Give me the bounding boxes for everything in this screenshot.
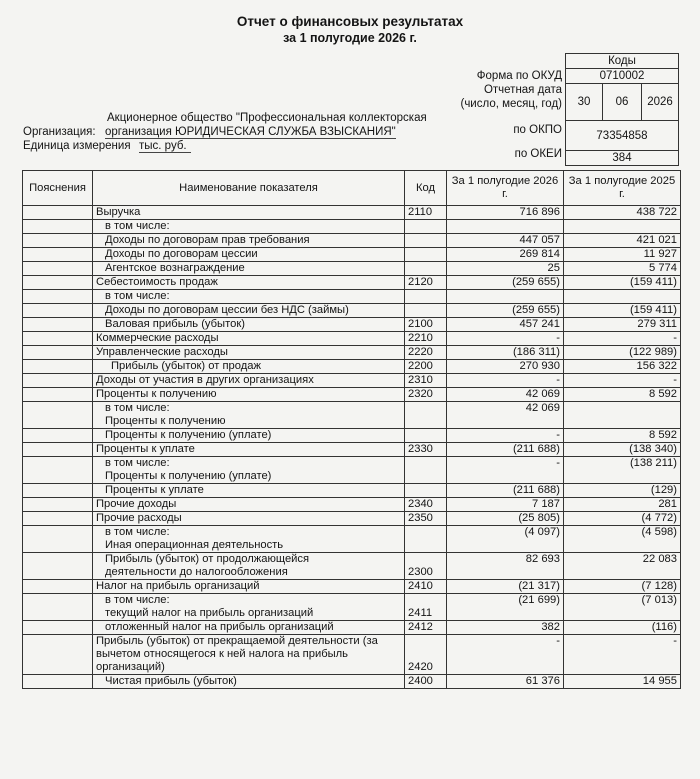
- notes-cell: [23, 553, 93, 580]
- table-row: [23, 580, 681, 594]
- table-row: [23, 675, 681, 689]
- row-code: [405, 457, 447, 484]
- indicator-name: Доходы по договорам прав требования: [93, 234, 405, 248]
- row-code: 2100: [405, 318, 447, 332]
- indicator-name: Чистая прибыль (убыток): [93, 675, 405, 689]
- value-2025: 8 592: [564, 388, 681, 402]
- row-code: 2350: [405, 512, 447, 526]
- notes-cell: [23, 304, 93, 318]
- indicator-name: Проценты к уплате: [93, 443, 405, 457]
- value-2026: (211 688): [447, 484, 564, 498]
- notes-cell: [23, 526, 93, 553]
- table-row: [23, 332, 681, 346]
- table-row: [23, 388, 681, 402]
- value-2025: 438 722: [564, 206, 681, 220]
- notes-cell: [23, 206, 93, 220]
- table-row: [23, 318, 681, 332]
- value-2025: (159 411): [564, 276, 681, 290]
- codes-label: Коды: [566, 54, 679, 69]
- value-2026: 447 057: [447, 234, 564, 248]
- indicator-name: Себестоимость продаж: [93, 276, 405, 290]
- row-code: 2411: [405, 594, 447, 621]
- value-2025: -: [564, 374, 681, 388]
- table-header-row: [23, 171, 681, 206]
- notes-cell: [23, 594, 93, 621]
- notes-cell: [23, 290, 93, 304]
- row-code: [405, 290, 447, 304]
- notes-cell: [23, 498, 93, 512]
- notes-cell: [23, 318, 93, 332]
- date-label-1: Отчетная дата: [483, 84, 562, 96]
- value-2026: 269 814: [447, 248, 564, 262]
- value-2025: (4 772): [564, 512, 681, 526]
- unit-value: тыс. руб.: [139, 140, 191, 153]
- value-2026: 42 069: [447, 388, 564, 402]
- okei-value: 384: [566, 151, 679, 166]
- row-code: 2210: [405, 332, 447, 346]
- value-2025: -: [564, 332, 681, 346]
- value-2025: 14 955: [564, 675, 681, 689]
- value-2026: -: [447, 374, 564, 388]
- date-label-2: (число, месяц, год): [460, 98, 562, 110]
- notes-cell: [23, 621, 93, 635]
- date-year: 2026: [642, 84, 679, 121]
- notes-cell: [23, 635, 93, 675]
- notes-cell: [23, 429, 93, 443]
- notes-cell: [23, 374, 93, 388]
- col-2025: За 1 полугодие 2025 г.: [564, 171, 681, 206]
- value-2026: 270 930: [447, 360, 564, 374]
- notes-cell: [23, 484, 93, 498]
- value-2025: [564, 220, 681, 234]
- value-2026: -: [447, 635, 564, 675]
- indicator-name: Проценты к уплате: [93, 484, 405, 498]
- col-notes: Пояснения: [23, 171, 93, 206]
- table-row: [23, 290, 681, 304]
- table-row: [23, 234, 681, 248]
- value-2026: -: [447, 457, 564, 484]
- notes-cell: [23, 234, 93, 248]
- okpo-value: 73354858: [566, 121, 679, 151]
- value-2025: 421 021: [564, 234, 681, 248]
- row-code: 2340: [405, 498, 447, 512]
- date-month: 06: [603, 84, 642, 121]
- indicator-name: в том числе:: [93, 290, 405, 304]
- row-code: 2410: [405, 580, 447, 594]
- row-code: 2120: [405, 276, 447, 290]
- indicator-name: в том числе: Иная операционная деятельность: [93, 526, 405, 553]
- row-code: 2400: [405, 675, 447, 689]
- row-code: 2330: [405, 443, 447, 457]
- notes-cell: [23, 360, 93, 374]
- org-name-line2: организация ЮРИДИЧЕСКАЯ СЛУЖБА ВЗЫСКАНИЯ": [105, 126, 396, 138]
- value-2025: (122 989): [564, 346, 681, 360]
- value-2026: 82 693: [447, 553, 564, 580]
- indicator-name: Коммерческие расходы: [93, 332, 405, 346]
- row-code: [405, 304, 447, 318]
- row-code: [405, 526, 447, 553]
- row-code: 2220: [405, 346, 447, 360]
- notes-cell: [23, 402, 93, 429]
- date-day: 30: [566, 84, 603, 121]
- value-2025: -: [564, 635, 681, 675]
- row-code: [405, 402, 447, 429]
- value-2026: -: [447, 429, 564, 443]
- value-2025: (4 598): [564, 526, 681, 553]
- value-2025: (138 211): [564, 457, 681, 484]
- value-2026: (21 317): [447, 580, 564, 594]
- value-2025: (7 013): [564, 594, 681, 621]
- notes-cell: [23, 346, 93, 360]
- indicator-name: Прибыль (убыток) от прекращаемой деятельности (за вычетом относящегося к ней налога на прибыль организаций): [93, 635, 405, 675]
- indicator-name: Прочие расходы: [93, 512, 405, 526]
- value-2025: 8 592: [564, 429, 681, 443]
- unit-label: Единица измерения: [23, 140, 131, 152]
- table-row: [23, 635, 681, 675]
- notes-cell: [23, 220, 93, 234]
- row-code: [405, 234, 447, 248]
- value-2025: 279 311: [564, 318, 681, 332]
- indicator-name: Прочие доходы: [93, 498, 405, 512]
- row-code: 2420: [405, 635, 447, 675]
- table-row: [23, 429, 681, 443]
- value-2026: (211 688): [447, 443, 564, 457]
- value-2026: 25: [447, 262, 564, 276]
- table-row: [23, 262, 681, 276]
- indicator-name: Проценты к получению: [93, 388, 405, 402]
- value-2026: 382: [447, 621, 564, 635]
- indicator-name: Прибыль (убыток) от продолжающейся деятельности до налогообложения: [93, 553, 405, 580]
- row-code: 2200: [405, 360, 447, 374]
- indicator-name: Прибыль (убыток) от продаж: [93, 360, 405, 374]
- row-code: 2110: [405, 206, 447, 220]
- value-2026: 61 376: [447, 675, 564, 689]
- row-code: [405, 248, 447, 262]
- value-2026: 7 187: [447, 498, 564, 512]
- value-2026: 42 069: [447, 402, 564, 429]
- notes-cell: [23, 580, 93, 594]
- notes-cell: [23, 443, 93, 457]
- table-row: [23, 498, 681, 512]
- indicator-name: Налог на прибыль организаций: [93, 580, 405, 594]
- table-row: [23, 276, 681, 290]
- report-title: Отчет о финансовых результатах: [236, 14, 464, 29]
- table-row: [23, 512, 681, 526]
- notes-cell: [23, 332, 93, 346]
- financial-results-table: [22, 170, 681, 689]
- value-2025: 5 774: [564, 262, 681, 276]
- indicator-name: Управленческие расходы: [93, 346, 405, 360]
- row-code: [405, 220, 447, 234]
- indicator-name: Доходы от участия в других организациях: [93, 374, 405, 388]
- value-2026: 457 241: [447, 318, 564, 332]
- indicator-name: Доходы по договорам цессии: [93, 248, 405, 262]
- value-2025: (116): [564, 621, 681, 635]
- table-row: [23, 621, 681, 635]
- table-row: [23, 594, 681, 621]
- report-period: за 1 полугодие 2026 г.: [283, 31, 417, 45]
- value-2025: 156 322: [564, 360, 681, 374]
- row-code: [405, 484, 447, 498]
- value-2026: [447, 290, 564, 304]
- table-row: [23, 346, 681, 360]
- table-row: [23, 248, 681, 262]
- indicator-name: Валовая прибыль (убыток): [93, 318, 405, 332]
- value-2025: [564, 402, 681, 429]
- value-2026: (21 699): [447, 594, 564, 621]
- org-label: Организация:: [23, 126, 96, 138]
- codes-table: [565, 53, 679, 166]
- indicator-name: Проценты к получению (уплате): [93, 429, 405, 443]
- row-code: 2320: [405, 388, 447, 402]
- table-row: [23, 220, 681, 234]
- notes-cell: [23, 276, 93, 290]
- org-name-line1: Акционерное общество "Профессиональная коллекторская: [107, 112, 427, 124]
- row-code: 2310: [405, 374, 447, 388]
- indicator-name: Агентское вознаграждение: [93, 262, 405, 276]
- table-row: [23, 553, 681, 580]
- notes-cell: [23, 512, 93, 526]
- value-2025: 281: [564, 498, 681, 512]
- row-code: [405, 262, 447, 276]
- table-row: [23, 402, 681, 429]
- value-2025: [564, 290, 681, 304]
- value-2026: (259 655): [447, 276, 564, 290]
- indicator-name: Выручка: [93, 206, 405, 220]
- value-2026: (259 655): [447, 304, 564, 318]
- table-row: [23, 206, 681, 220]
- row-code: 2412: [405, 621, 447, 635]
- okpo-label: по ОКПО: [513, 124, 562, 136]
- value-2026: -: [447, 332, 564, 346]
- notes-cell: [23, 457, 93, 484]
- table-row: [23, 484, 681, 498]
- okud-label: Форма по ОКУД: [476, 70, 562, 82]
- table-row: [23, 360, 681, 374]
- indicator-name: Доходы по договорам цессии без НДС (займы): [93, 304, 405, 318]
- value-2026: (186 311): [447, 346, 564, 360]
- table-row: [23, 457, 681, 484]
- value-2025: (129): [564, 484, 681, 498]
- row-code: [405, 429, 447, 443]
- indicator-name: отложенный налог на прибыль организаций: [93, 621, 405, 635]
- row-code: 2300: [405, 553, 447, 580]
- value-2025: 11 927: [564, 248, 681, 262]
- value-2026: 716 896: [447, 206, 564, 220]
- indicator-name: в том числе: текущий налог на прибыль организаций: [93, 594, 405, 621]
- value-2026: (25 805): [447, 512, 564, 526]
- table-row: [23, 443, 681, 457]
- value-2025: (138 340): [564, 443, 681, 457]
- col-code: Код: [405, 171, 447, 206]
- table-row: [23, 526, 681, 553]
- indicator-name: в том числе:: [93, 220, 405, 234]
- okud-value: 0710002: [566, 69, 679, 84]
- col-2026: За 1 полугодие 2026 г.: [447, 171, 564, 206]
- notes-cell: [23, 388, 93, 402]
- value-2025: (159 411): [564, 304, 681, 318]
- notes-cell: [23, 248, 93, 262]
- notes-cell: [23, 675, 93, 689]
- value-2026: [447, 220, 564, 234]
- table-row: [23, 304, 681, 318]
- indicator-name: в том числе: Проценты к получению: [93, 402, 405, 429]
- col-indicator: Наименование показателя: [93, 171, 405, 206]
- value-2025: (7 128): [564, 580, 681, 594]
- notes-cell: [23, 262, 93, 276]
- value-2026: (4 097): [447, 526, 564, 553]
- table-row: [23, 374, 681, 388]
- okei-label: по ОКЕИ: [514, 148, 562, 160]
- value-2025: 22 083: [564, 553, 681, 580]
- indicator-name: в том числе: Проценты к получению (уплате): [93, 457, 405, 484]
